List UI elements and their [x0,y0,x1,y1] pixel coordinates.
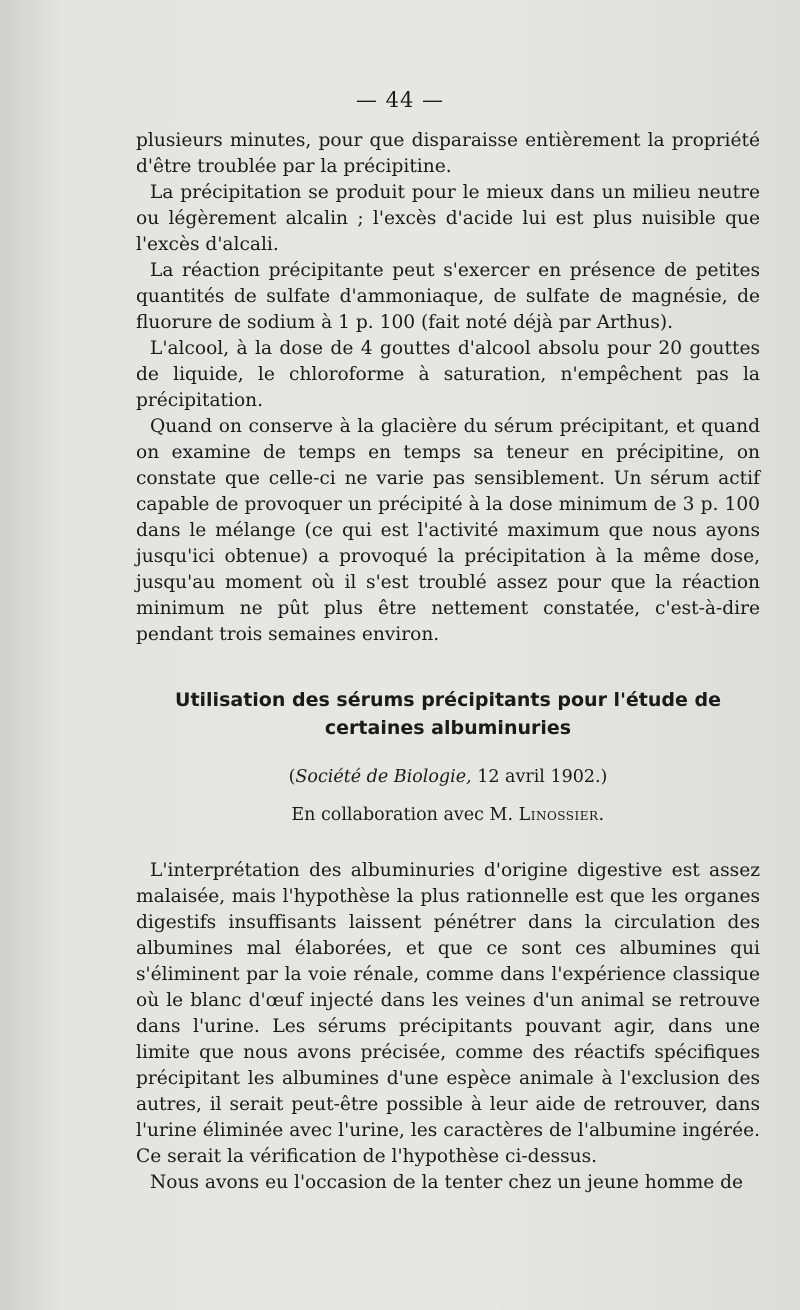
source-date: 12 avril 1902.) [471,767,608,787]
section-title-line-1: Utilisation des sérums précipitants pour l'étude de [175,689,721,711]
page-number: — 44 — [355,88,445,112]
section-title-line-2: certaines albuminuries [324,717,572,739]
source-journal: Société de Biologie, [295,767,472,787]
paragraph-precipitation-ph: La précipitation se produit pour le mieux dans un milieu neutre ou légèrement alcalin ; l'excès d'acide lui est plus nuisible que l'excès d'alcali. [136,182,760,255]
paragraph-continuation: plusieurs minutes, pour que disparaisse entièrement la propriété d'être troublée par la précipitine. [136,130,760,177]
paragraph-conservation: Quand on conserve à la glacière du sérum précipitant, et quand on examine de temps en temps sa teneur en précipitine, on constate que celle-ci ne varie pas sensiblement. Un sérum actif capable de provoquer un précipité à la dose minimum de 3 p. 100 dans le mélange (ce qui est l'activité maximum que nous ayons jusqu'ici obtenue) a provoqué la précipitation à la même dose, jusqu'au moment où il s'est troublé assez pour que la réaction minimum ne pût plus être nettement constatée, c'est-à-dire pendant trois semaines environ. [136,416,760,645]
collab-name: Linossier. [518,805,605,825]
source-citation [136,764,760,790]
source-open: ( [288,767,296,787]
paragraph-salts: La réaction précipitante peut s'exercer en présence de petites quantités de sulfate d'ammoniaque, de sulfate de magnésie, de fluorure de sodium à 1 p. 100 (fait noté déjà par Arthus). [136,260,760,333]
paragraph-alcohol: L'alcool, à la dose de 4 gouttes d'alcool absolu pour 20 gouttes de liquide, le chloroforme à saturation, n'empêchent pas la précipitation. [136,338,760,411]
paragraph-albuminuria: L'interprétation des albuminuries d'origine digestive est assez malaisée, mais l'hypothèse la plus rationnelle est que les organes digestifs insuffisants laissent pénétrer dans la circulation des albumines mal élaborées, et que ce sont ces albumines qui s'éliminent par la voie rénale, comme dans l'expérience classique où le blanc d'œuf injecté dans les veines d'un animal se retrouve dans l'urine. Les sérums précipitants pouvant agir, dans une limite que nous avons précisée, comme des réactifs spécifiques précipitant les albumines d'une espèce animale à l'exclusion des autres, il serait peut-être possible à leur aide de retrouver, dans l'urine éliminée avec l'urine, les caractères de l'albumine ingérée. Ce serait la vérification de l'hypothèse ci-dessus. [136,860,760,1167]
page-body [136,128,760,1196]
collab-prefix: En collaboration avec M. [291,805,519,825]
paragraph-final: Nous avons eu l'occasion de la tenter chez un jeune homme de [150,1172,744,1193]
collaboration-line [136,802,760,828]
section-title [136,686,760,742]
